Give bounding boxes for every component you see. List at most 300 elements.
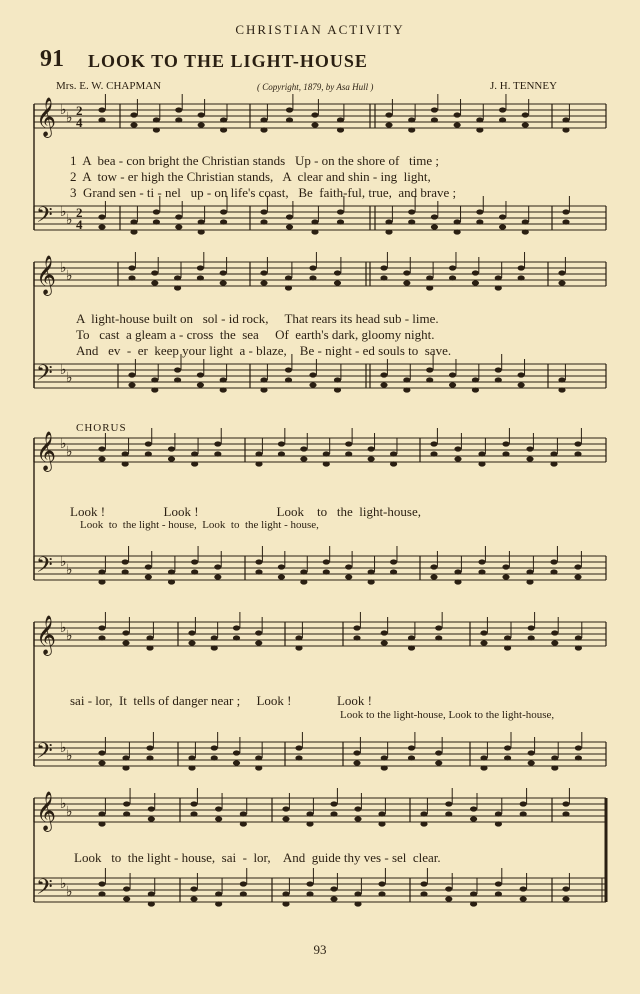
note-head: [255, 569, 262, 574]
note-head: [430, 451, 437, 456]
note-head: [197, 372, 204, 377]
time-signature-top: 2: [76, 103, 83, 118]
note-head: [518, 275, 525, 280]
flat-sign: ♭: [60, 741, 67, 756]
note-head: [574, 451, 581, 456]
note-head: [220, 270, 227, 275]
note-head: [197, 265, 204, 270]
note-head: [495, 285, 502, 290]
note-head: [526, 446, 533, 451]
note-head: [420, 891, 427, 896]
verse-3-line-2: And ev - er keep your light a - blaze, Be - night - ed souls to save.: [76, 343, 452, 358]
note-head: [188, 640, 195, 645]
note-head: [445, 801, 452, 806]
note-head: [98, 635, 105, 640]
note-head: [454, 112, 461, 117]
note-head: [145, 564, 152, 569]
chorus-lyric-2-bass: Look to the light-house, Look to the light-house,: [340, 709, 555, 721]
note-head: [282, 901, 289, 906]
note-head: [98, 456, 105, 461]
note-head: [562, 896, 569, 901]
note-head: [311, 219, 318, 224]
note-head: [146, 755, 153, 760]
note-head: [255, 755, 262, 760]
note-head: [122, 559, 129, 564]
note-head: [130, 122, 137, 127]
note-head: [197, 275, 204, 280]
note-head: [550, 451, 557, 456]
note-head: [495, 891, 502, 896]
note-head: [558, 280, 565, 285]
note-head: [385, 112, 392, 117]
note-head: [449, 265, 456, 270]
note-head: [240, 821, 247, 826]
note-head: [476, 117, 483, 122]
note-head: [345, 564, 352, 569]
flat-sign: ♭: [60, 621, 67, 636]
note-head: [98, 760, 105, 765]
copyright-notice: ( Copyright, 1879, by Asa Hull ): [257, 82, 374, 92]
note-head: [454, 229, 461, 234]
note-head: [381, 630, 388, 635]
note-head: [478, 559, 485, 564]
note-head: [522, 122, 529, 127]
flat-sign: ♭: [60, 437, 67, 452]
note-head: [562, 219, 569, 224]
note-head: [98, 750, 105, 755]
note-head: [233, 750, 240, 755]
note-head: [323, 569, 330, 574]
note-head: [431, 107, 438, 112]
note-head: [98, 881, 105, 886]
note-head: [368, 569, 375, 574]
note-head: [190, 811, 197, 816]
flat-sign: ♭: [66, 563, 73, 578]
note-head: [472, 280, 479, 285]
note-head: [476, 209, 483, 214]
note-head: [306, 891, 313, 896]
treble-clef: 𝄞: [36, 431, 57, 471]
note-head: [306, 821, 313, 826]
page-number: 93: [313, 942, 327, 957]
note-head: [309, 275, 316, 280]
note-head: [214, 451, 221, 456]
note-head: [337, 219, 344, 224]
note-head: [368, 446, 375, 451]
note-head: [528, 750, 535, 755]
flat-sign: ♭: [66, 111, 73, 126]
bass-clef: 𝄢: [36, 875, 53, 905]
note-head: [435, 635, 442, 640]
note-head: [472, 377, 479, 382]
note-head: [408, 745, 415, 750]
chorus-label: CHORUS: [76, 422, 127, 434]
note-head: [378, 891, 385, 896]
note-head: [128, 372, 135, 377]
note-head: [260, 219, 267, 224]
note-head: [260, 280, 267, 285]
note-head: [190, 896, 197, 901]
chorus-lyric-2: sai - lor, It tells of danger near ; Look ! Look !: [70, 693, 373, 708]
treble-clef: 𝄞: [36, 615, 57, 655]
note-head: [502, 564, 509, 569]
note-head: [380, 382, 387, 387]
note-head: [476, 127, 483, 132]
time-signature-top: 2: [76, 205, 83, 220]
note-head: [233, 635, 240, 640]
note-head: [255, 559, 262, 564]
note-head: [188, 755, 195, 760]
note-head: [260, 377, 267, 382]
note-head: [381, 640, 388, 645]
note-head: [435, 625, 442, 630]
note-head: [368, 456, 375, 461]
author-credit: Mrs. E. W. CHAPMAN: [56, 80, 162, 92]
verse-2-line-2: To cast a gleam a - cross the sea Of earth's dark, gloomy night.: [76, 327, 435, 342]
note-head: [381, 765, 388, 770]
note-head: [145, 451, 152, 456]
note-head: [98, 625, 105, 630]
note-head: [214, 441, 221, 446]
note-head: [285, 377, 292, 382]
notes: [98, 94, 582, 907]
note-head: [558, 270, 565, 275]
note-head: [502, 441, 509, 446]
flat-sign: ♭: [60, 363, 67, 378]
treble-clef: 𝄞: [36, 255, 57, 295]
note-head: [282, 806, 289, 811]
flat-sign: ♭: [66, 213, 73, 228]
note-head: [190, 886, 197, 891]
verse-1-line-1: 1 A bea - con bright the Christian stands Up - on the shore of time ;: [70, 153, 439, 168]
note-head: [426, 275, 433, 280]
note-head: [575, 755, 582, 760]
note-head: [286, 224, 293, 229]
note-head: [122, 630, 129, 635]
note-head: [285, 367, 292, 372]
note-head: [215, 816, 222, 821]
note-head: [300, 579, 307, 584]
note-head: [470, 816, 477, 821]
note-head: [574, 574, 581, 579]
note-head: [295, 755, 302, 760]
note-head: [286, 214, 293, 219]
note-head: [499, 224, 506, 229]
note-head: [390, 569, 397, 574]
final-lyric: Look to the light - house, sai - lor, And guide thy ves - sel clear.: [74, 850, 441, 865]
note-head: [197, 382, 204, 387]
time-signature-bottom: 4: [76, 217, 83, 232]
note-head: [558, 377, 565, 382]
note-head: [98, 214, 105, 219]
note-head: [311, 122, 318, 127]
note-head: [153, 219, 160, 224]
note-head: [558, 387, 565, 392]
note-head: [345, 441, 352, 446]
note-head: [575, 745, 582, 750]
note-head: [122, 569, 129, 574]
note-head: [98, 446, 105, 451]
note-head: [480, 630, 487, 635]
note-head: [188, 765, 195, 770]
note-head: [385, 219, 392, 224]
note-head: [390, 451, 397, 456]
note-head: [550, 569, 557, 574]
note-head: [98, 821, 105, 826]
note-head: [285, 285, 292, 290]
note-head: [403, 387, 410, 392]
flat-sign: ♭: [60, 103, 67, 118]
note-head: [390, 461, 397, 466]
note-head: [551, 755, 558, 760]
note-head: [354, 816, 361, 821]
note-head: [295, 635, 302, 640]
note-head: [190, 801, 197, 806]
verse-3-line-1: 3 Grand sen - ti - nel up - on life's coast, Be faith-ful, true, and brave ;: [70, 185, 457, 200]
note-head: [130, 219, 137, 224]
flat-sign: ♭: [60, 261, 67, 276]
note-head: [122, 755, 129, 760]
note-head: [98, 579, 105, 584]
note-head: [323, 451, 330, 456]
note-head: [191, 569, 198, 574]
note-head: [380, 265, 387, 270]
note-head: [445, 811, 452, 816]
note-head: [168, 569, 175, 574]
note-head: [550, 559, 557, 564]
note-head: [153, 127, 160, 132]
note-head: [240, 881, 247, 886]
note-head: [420, 881, 427, 886]
note-head: [408, 219, 415, 224]
note-head: [255, 461, 262, 466]
note-head: [426, 377, 433, 382]
flat-sign: ♭: [66, 371, 73, 386]
hymn-title: LOOK TO THE LIGHT-HOUSE: [88, 51, 368, 71]
note-head: [430, 574, 437, 579]
hymn-number: 91: [40, 46, 64, 72]
note-head: [522, 112, 529, 117]
note-head: [574, 441, 581, 446]
note-head: [449, 372, 456, 377]
note-head: [345, 451, 352, 456]
note-head: [300, 456, 307, 461]
flat-sign: ♭: [66, 749, 73, 764]
note-head: [220, 209, 227, 214]
note-head: [145, 574, 152, 579]
bass-clef: 𝄢: [36, 739, 53, 769]
note-head: [337, 127, 344, 132]
note-head: [380, 372, 387, 377]
note-head: [354, 901, 361, 906]
note-head: [408, 635, 415, 640]
note-head: [278, 441, 285, 446]
note-head: [220, 127, 227, 132]
note-head: [403, 280, 410, 285]
note-head: [145, 441, 152, 446]
note-head: [122, 461, 129, 466]
note-head: [354, 891, 361, 896]
note-head: [478, 569, 485, 574]
note-head: [470, 806, 477, 811]
note-head: [278, 451, 285, 456]
note-head: [454, 579, 461, 584]
chorus-lyric-1: Look ! Look ! Look to the light-house,: [70, 504, 421, 519]
note-head: [337, 117, 344, 122]
note-head: [381, 755, 388, 760]
note-head: [309, 372, 316, 377]
note-head: [130, 112, 137, 117]
note-head: [431, 224, 438, 229]
note-head: [408, 209, 415, 214]
verse-1-line-2: A light-house built on sol - id rock, That rears its head sub - lime.: [76, 311, 439, 326]
note-head: [575, 635, 582, 640]
note-head: [575, 645, 582, 650]
note-head: [354, 806, 361, 811]
note-head: [146, 635, 153, 640]
note-head: [380, 275, 387, 280]
flat-sign: ♭: [66, 269, 73, 284]
note-head: [472, 270, 479, 275]
note-head: [454, 569, 461, 574]
note-head: [309, 382, 316, 387]
note-head: [123, 896, 130, 901]
note-head: [175, 224, 182, 229]
note-head: [420, 811, 427, 816]
note-head: [472, 387, 479, 392]
note-head: [345, 574, 352, 579]
note-head: [562, 127, 569, 132]
note-head: [435, 750, 442, 755]
note-head: [353, 625, 360, 630]
clefs: [36, 97, 83, 905]
note-head: [454, 456, 461, 461]
note-head: [282, 816, 289, 821]
note-head: [153, 209, 160, 214]
note-head: [449, 382, 456, 387]
note-head: [480, 755, 487, 760]
note-head: [480, 640, 487, 645]
note-head: [562, 886, 569, 891]
note-head: [311, 229, 318, 234]
note-head: [420, 821, 427, 826]
note-head: [408, 127, 415, 132]
note-head: [98, 569, 105, 574]
running-head: CHRISTIAN ACTIVITY: [235, 22, 405, 37]
note-head: [526, 569, 533, 574]
note-head: [260, 209, 267, 214]
note-head: [123, 801, 130, 806]
note-head: [562, 117, 569, 122]
note-head: [306, 881, 313, 886]
note-head: [353, 760, 360, 765]
note-head: [334, 387, 341, 392]
note-head: [470, 891, 477, 896]
note-head: [211, 645, 218, 650]
note-head: [478, 451, 485, 456]
note-head: [174, 275, 181, 280]
note-head: [260, 127, 267, 132]
note-head: [495, 821, 502, 826]
note-head: [431, 117, 438, 122]
note-head: [454, 122, 461, 127]
note-head: [174, 367, 181, 372]
note-head: [128, 382, 135, 387]
note-head: [146, 645, 153, 650]
note-head: [478, 461, 485, 466]
note-head: [476, 219, 483, 224]
note-head: [214, 574, 221, 579]
note-head: [191, 559, 198, 564]
note-head: [130, 229, 137, 234]
note-head: [522, 219, 529, 224]
time-signature-bottom: 4: [76, 115, 83, 130]
note-head: [499, 107, 506, 112]
note-head: [445, 886, 452, 891]
note-head: [470, 901, 477, 906]
note-head: [278, 574, 285, 579]
note-head: [502, 574, 509, 579]
note-head: [445, 896, 452, 901]
flat-sign: ♭: [66, 629, 73, 644]
note-head: [526, 579, 533, 584]
note-head: [151, 270, 158, 275]
note-head: [285, 275, 292, 280]
note-head: [408, 755, 415, 760]
flat-sign: ♭: [66, 805, 73, 820]
note-head: [499, 214, 506, 219]
note-head: [430, 441, 437, 446]
note-head: [499, 117, 506, 122]
note-head: [330, 886, 337, 891]
note-head: [151, 280, 158, 285]
note-head: [528, 625, 535, 630]
note-head: [151, 387, 158, 392]
note-head: [528, 760, 535, 765]
flat-sign: ♭: [60, 205, 67, 220]
note-head: [260, 387, 267, 392]
note-head: [122, 640, 129, 645]
note-head: [146, 745, 153, 750]
note-head: [215, 806, 222, 811]
note-head: [426, 285, 433, 290]
note-head: [306, 811, 313, 816]
note-head: [454, 446, 461, 451]
note-head: [98, 224, 105, 229]
note-head: [518, 265, 525, 270]
note-head: [233, 760, 240, 765]
note-head: [240, 891, 247, 896]
note-head: [435, 760, 442, 765]
note-head: [188, 630, 195, 635]
note-head: [430, 564, 437, 569]
note-head: [408, 117, 415, 122]
note-head: [214, 564, 221, 569]
note-head: [330, 801, 337, 806]
note-head: [198, 219, 205, 224]
note-head: [426, 367, 433, 372]
note-head: [122, 451, 129, 456]
note-head: [174, 285, 181, 290]
note-head: [286, 117, 293, 122]
note-head: [148, 901, 155, 906]
bass-clef: 𝄢: [36, 361, 53, 391]
note-head: [562, 811, 569, 816]
note-head: [495, 811, 502, 816]
note-head: [191, 461, 198, 466]
note-head: [449, 275, 456, 280]
note-head: [211, 745, 218, 750]
